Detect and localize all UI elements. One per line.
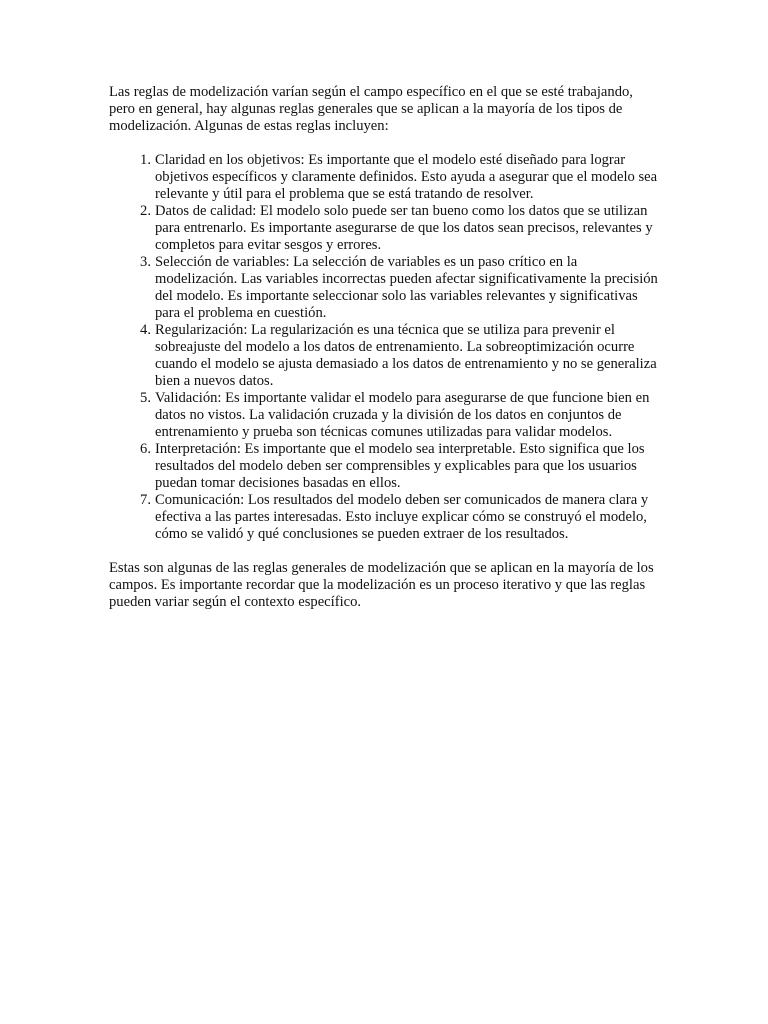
list-item (109, 390, 662, 441)
list-item-text: Validación: Es importante validar el modelo para asegurarse de que funcione bien en datos no vistos. La validación cruzada y la división de los datos en conjuntos de entrenamiento y prueba son técnicas comunes utilizadas para validar modelos. (155, 390, 650, 440)
list-item (109, 254, 662, 322)
list-item-number: 4. (140, 322, 151, 338)
intro-paragraph: Las reglas de modelización varían según el campo específico en el que se esté trabajando, pero en general, hay algunas reglas generales que se aplican a la mayoría de los tipos de modelización. Algunas de estas reglas incluyen: (109, 84, 633, 134)
list-item (109, 492, 662, 543)
conclusion-paragraph: Estas son algunas de las reglas generales de modelización que se aplican en la mayoría de los campos. Es importante recordar que la modelización es un proceso iterativo y que las reglas pueden variar según el contexto específico. (109, 560, 654, 610)
rules-list (109, 152, 662, 543)
list-item (109, 152, 662, 203)
list-item (109, 203, 662, 254)
list-item-text: Regularización: La regularización es una técnica que se utiliza para prevenir el sobreajuste del modelo a los datos de entrenamiento. La sobreoptimización ocurre cuando el modelo se ajusta demasiado a los datos de entrenamiento y no se generaliza bien a nuevos datos. (155, 322, 657, 389)
list-item-text: Comunicación: Los resultados del modelo deben ser comunicados de manera clara y efectiva a las partes interesadas. Esto incluye explicar cómo se construyó el modelo, cómo se validó y qué conclusiones se pueden extraer de los resultados. (155, 492, 649, 542)
document-page (109, 84, 662, 611)
list-item-text: Selección de variables: La selección de variables es un paso crítico en la modelización. Las variables incorrectas pueden afectar significativamente la precisión del modelo. Es importante seleccionar solo las variables relevantes y significativas para el problema en cuestión. (155, 254, 658, 321)
list-item-text: Datos de calidad: El modelo solo puede ser tan bueno como los datos que se utilizan para entrenarlo. Es importante asegurarse de que los datos sean precisos, relevantes y completos para evitar sesgos y errores. (155, 203, 653, 253)
list-item-number: 2. (140, 203, 151, 219)
list-item (109, 441, 662, 492)
list-item-number: 6. (140, 441, 151, 457)
list-item-number: 1. (140, 152, 151, 168)
list-item (109, 322, 662, 390)
list-item-text: Interpretación: Es importante que el modelo sea interpretable. Esto significa que los resultados del modelo deben ser comprensibles y explicables para que los usuarios puedan tomar decisiones basadas en ellos. (155, 441, 645, 491)
list-item-text: Claridad en los objetivos: Es importante que el modelo esté diseñado para lograr objetivos específicos y claramente definidos. Esto ayuda a asegurar que el modelo sea relevante y útil para el problema que se está tratando de resolver. (155, 152, 658, 202)
list-item-number: 7. (140, 492, 151, 508)
list-item-number: 3. (140, 254, 151, 270)
list-item-number: 5. (140, 390, 151, 406)
